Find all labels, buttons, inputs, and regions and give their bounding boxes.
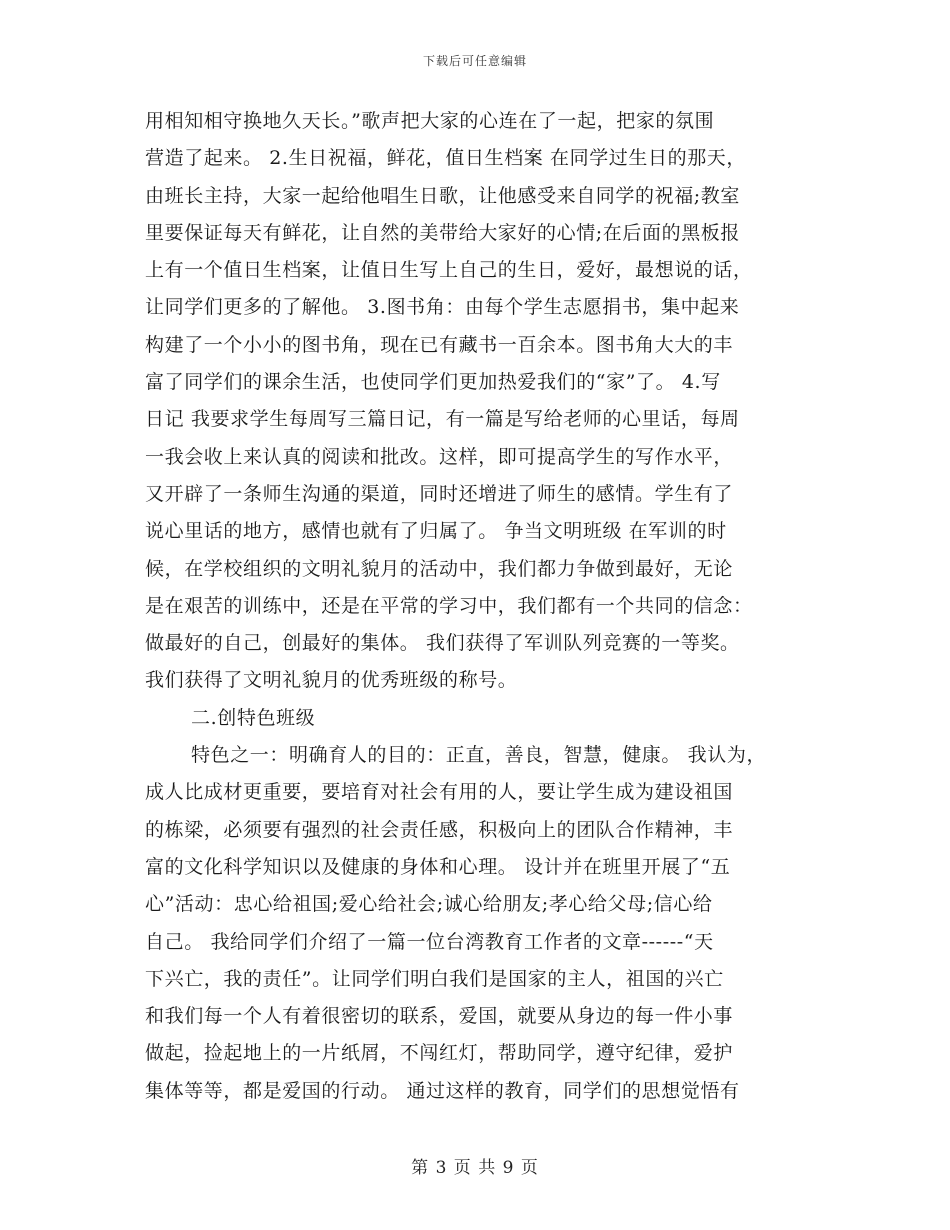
text-line: 成人比成材更重要，要培育对社会有用的人，要让学生成为建设祖国 xyxy=(145,781,734,804)
text-line: 又开辟了一条师生沟通的渠道，同时还增进了师生的感情。学生有了 xyxy=(145,482,734,505)
text-line: 构建了一个小小的图书角，现在已有藏书一百余本。图书角大大的丰 xyxy=(145,333,734,356)
text-line: 做最好的自己，创最好的集体。 我们获得了军训队列竞赛的一等奖。 xyxy=(145,632,740,655)
text-line: 用相知相守换地久天长。”歌声把大家的心连在了一起，把家的氛围 xyxy=(145,110,715,132)
text-line: 候，在学校组织的文明礼貌月的活动中，我们都力争做到最好，无论 xyxy=(145,557,734,580)
section-heading: 二.创特色班级 xyxy=(191,706,316,729)
text-line: 和我们每一个人有着很密切的联系，爱国，就要从身边的每一件小事 xyxy=(145,1005,734,1028)
text-line: 里要保证每天有鲜花，让自然的美带给大家好的心情;在后面的黑板报 xyxy=(145,221,741,244)
text-line: 我们获得了文明礼貌月的优秀班级的称号。 xyxy=(145,669,518,692)
text-line: 集体等等，都是爱国的行动。 通过这样的教育，同学们的思想觉悟有 xyxy=(145,1079,740,1102)
text-line: 日记 我要求学生每周写三篇日记，有一篇是写给老师的心里话，每周 xyxy=(145,408,740,431)
text-line: 心”活动：忠心给祖国;爱心给社会;诚心给朋友;孝心给父母;信心给 xyxy=(145,893,713,916)
text-line: 营造了起来。 2.生日祝福，鲜花，值日生档案 在同学过生日的那天， xyxy=(145,147,747,170)
text-line: 让同学们更多的了解他。 3.图书角：由每个学生志愿捐书，集中起来 xyxy=(145,296,740,319)
text-line: 富的文化科学知识以及健康的身体和心理。 设计并在班里开展了“五 xyxy=(145,855,731,878)
text-line: 说心里话的地方，感情也就有了归属了。 争当文明班级 在军训的时 xyxy=(145,520,727,543)
text-line: 富了同学们的课余生活，也使同学们更加热爱我们的“家”了。 4.写 xyxy=(145,371,721,394)
page-header: 下载后可任意编辑 xyxy=(422,54,527,68)
text-line: 上有一个值日生档案，让值日生写上自己的生日，爱好，最想说的话， xyxy=(145,259,753,282)
paragraph-start-line: 特色之一：明确育人的目的：正直，善良，智慧，健康。 我认为， xyxy=(191,744,767,767)
page-number-footer: 第 3 页 共 9 页 xyxy=(411,1158,539,1178)
text-line: 的栋梁，必须要有强烈的社会责任感，积极向上的团队合作精神，丰 xyxy=(145,818,734,841)
text-line: 是在艰苦的训练中，还是在平常的学习中，我们都有一个共同的信念： xyxy=(145,594,753,617)
text-line: 自己。 我给同学们介绍了一篇一位台湾教育工作者的文章------“天 xyxy=(145,930,714,953)
text-line: 一我会收上来认真的阅读和批改。这样，即可提高学生的写作水平， xyxy=(145,445,734,468)
text-line: 由班长主持，大家一起给他唱生日歌，让他感受来自同学的祝福;教室 xyxy=(145,184,741,207)
text-line: 做起，捡起地上的一片纸屑，不闯红灯，帮助同学，遵守纪律，爱护 xyxy=(145,1042,734,1065)
document-body xyxy=(145,103,825,1110)
text-line: 下兴亡，我的责任”。让同学们明白我们是国家的主人，祖国的兴亡 xyxy=(145,967,724,990)
